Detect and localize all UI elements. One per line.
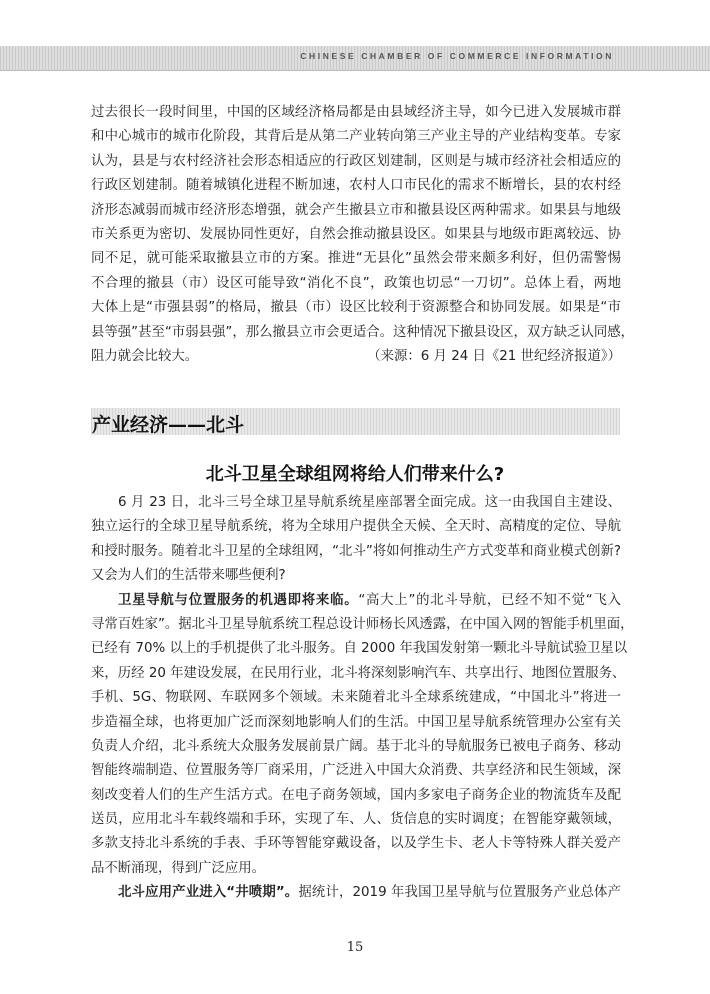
text-line: 寻常百姓家”。据北斗卫星导航系统工程总设计师杨长风透露，在中国入网的智能手机里面，: [91, 616, 634, 632]
text-line: 6 月 23 日，北斗三号全球卫星导航系统星座部署全面完成。这一由我国自主建设、: [118, 495, 621, 510]
text-line: 济形态减弱而城市经济形态增强，就会产生撤县立市和撤县设区两种需求。如果县与地级: [91, 202, 621, 218]
text-line: 市关系更为密切、发展协同性更好，自然会推动撤县设区。如果县与地级市距离较远、协: [91, 226, 621, 242]
text-line: 不合理的撤县（市）设区可能导致“消化不良”，政策也切忌“一刀切”。总体上看，两地: [91, 275, 621, 291]
text-run: “高大上”的北斗导航，已经不知不觉“飞入: [358, 592, 622, 608]
text-line: 独立运行的全球卫星导航系统，将为全球用户提供全天候、全天时、高精度的定位、导航: [91, 519, 621, 535]
text-line: 大体上是“市强县弱”的格局，撤县（市）设区比较利于资源整合和协同发展。如果是“市: [91, 300, 621, 316]
paragraph-lead-line: [91, 881, 621, 905]
header-rule: [0, 70, 710, 71]
text-line: 品不断涌现，得到广泛应用。: [91, 860, 266, 876]
paragraph-lead: 卫星导航与位置服务的机遇即将来临。: [118, 592, 359, 608]
running-title: CHINESE CHAMBER OF COMMERCE INFORMATION: [300, 51, 614, 61]
source-citation: （来源：6 月 24 日《21 世纪经济报道》）: [367, 348, 621, 364]
text-line: 同不足，就可能采取撤县立市的方案。推进“无县化”虽然会带来颇多利好，但仍需警惕: [91, 251, 621, 267]
section-title: 产业经济——北斗: [92, 414, 245, 436]
text-line: 来，历经 20 年建设发展，在民用行业，北斗将深刻影响汽车、共享出行、地图位置服务、: [91, 665, 626, 681]
text-line: 和授时服务。随着北斗卫星的全球组网，“北斗”将如何推动生产方式变革和商业模式创新?: [91, 543, 621, 559]
text-line: 阻力就会比较大。: [91, 348, 199, 364]
text-line: 智能终端制造、位置服务等厂商采用，广泛进入中国大众消费、共享经济和民生领域，深: [91, 763, 621, 779]
paragraph-lead-line: [91, 589, 621, 613]
text-line: 和中心城市的城市化阶段，其背后是从第二产业转向第三产业主导的产业结构变革。专家: [91, 129, 621, 145]
page-number: 15: [346, 940, 364, 955]
text-line: 又会为人们的生活带来哪些便利?: [91, 568, 286, 584]
article-title: 北斗卫星全球组网将给人们带来什么?: [205, 464, 505, 485]
text-line: 步造福全球，也将更加广泛而深刻地影响人们的生活。中国卫星导航系统管理办公室有关: [91, 714, 621, 730]
source-line: [91, 345, 621, 369]
text-line: 行政区划建制。随着城镇化进程不断加速，农村人口市民化的需求不断增长，县的农村经: [91, 178, 621, 194]
text-line: 已经有 70% 以上的手机提供了北斗服务。自 2000 年我国发射第一颗北斗导航试验卫星以: [91, 641, 628, 657]
text-line: 县等强”甚至“市弱县强”，那么撤县立市会更适合。这种情况下撤县设区，双方缺乏认同感，: [91, 324, 635, 340]
text-line: 负责人介绍，北斗系统大众服务发展前景广阔。基于北斗的导航服务已被电子商务、移动: [91, 738, 621, 754]
paragraph-lead: 北斗应用产业进入“井喷期”。: [118, 885, 299, 901]
text-line: 送员，应用北斗车载终端和手环，实现了车、人、货信息的实时调度；在智能穿戴领域，: [91, 812, 621, 828]
text-run: 据统计，2019 年我国卫星导航与位置服务产业总体产: [298, 885, 621, 901]
article-body: [91, 491, 634, 906]
text-line: 手机、5G、物联网、车联网多个领域。未来随着北斗全球系统建成，“中国北斗”将进一: [91, 690, 621, 706]
text-line: 过去很长一段时间里，中国的区域经济格局都是由县域经济主导，如今已进入发展城市群: [91, 105, 621, 120]
text-line: 多款支持北斗系统的手表、手环等智能穿戴设备，以及学生卡、老人卡等特殊人群关爱产: [91, 836, 621, 852]
intro-paragraph: [91, 101, 635, 369]
text-line: 刻改变着人们的生产生活方式。在电子商务领域，国内多家电子商务企业的物流货车及配: [91, 787, 621, 803]
text-line: 认为，县是与农村经济社会形态相适应的行政区划建制，区则是与城市经济社会相适应的: [91, 153, 621, 169]
